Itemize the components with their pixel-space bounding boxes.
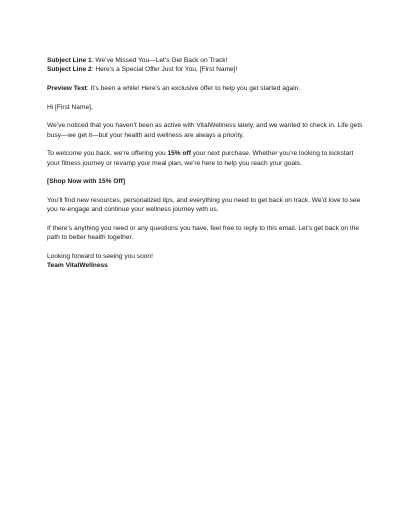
preview-text (47, 84, 367, 93)
cta-shop-now (47, 177, 367, 186)
paragraph-1: We’ve noticed that you haven’t been as active with VitalWellness lately, and we wanted to check in. Life gets busy—we get it—but your health and wellness are always a priority. (47, 122, 363, 139)
paragraph-2-after: your next purchase. Whether you’re looking to kickstart your fitness journey or revamp your meal plan, we’re here to help you reach your goals. (47, 150, 354, 167)
subject-line-1-text: : We’ve Missed You—Let’s Get Back on Track! (91, 57, 228, 64)
cta-label: [Shop Now with 15% Off] (47, 178, 126, 186)
preview-text-label: Preview Text (47, 84, 87, 92)
subject-line-2-text: : Here’s a Special Offer Just for You, [First Name]! (91, 66, 238, 74)
email-draft (47, 56, 367, 271)
discount-highlight: 15% off (167, 150, 191, 158)
preview-text-value: : It’s been a while! Here’s an exclusive offer to help you get started again. (86, 84, 301, 92)
subject-line-1-label: Subject Line 1 (47, 57, 92, 64)
paragraph-2-before: To welcome you back, we’re offering you (47, 150, 168, 158)
greeting: Hi [First Name], (47, 103, 93, 111)
subject-line-2-label: Subject Line 2 (47, 66, 92, 74)
subject-line-1 (47, 56, 367, 65)
paragraph-4: If there’s anything you need or any questions you have, feel free to reply to this email. Let’s get back on the path to better health together. (47, 225, 360, 242)
closing: Looking forward to seeing you soon! (47, 252, 153, 260)
paragraph-2 (47, 149, 367, 168)
signature (47, 261, 367, 270)
subject-line-2 (47, 65, 367, 74)
signature-text: Team VitalWellness (47, 262, 108, 270)
paragraph-3: You’ll find new resources, personalized tips, and everything you need to get back on track. We’d love to see you re-engage and continue your wellness journey with us. (47, 197, 361, 214)
